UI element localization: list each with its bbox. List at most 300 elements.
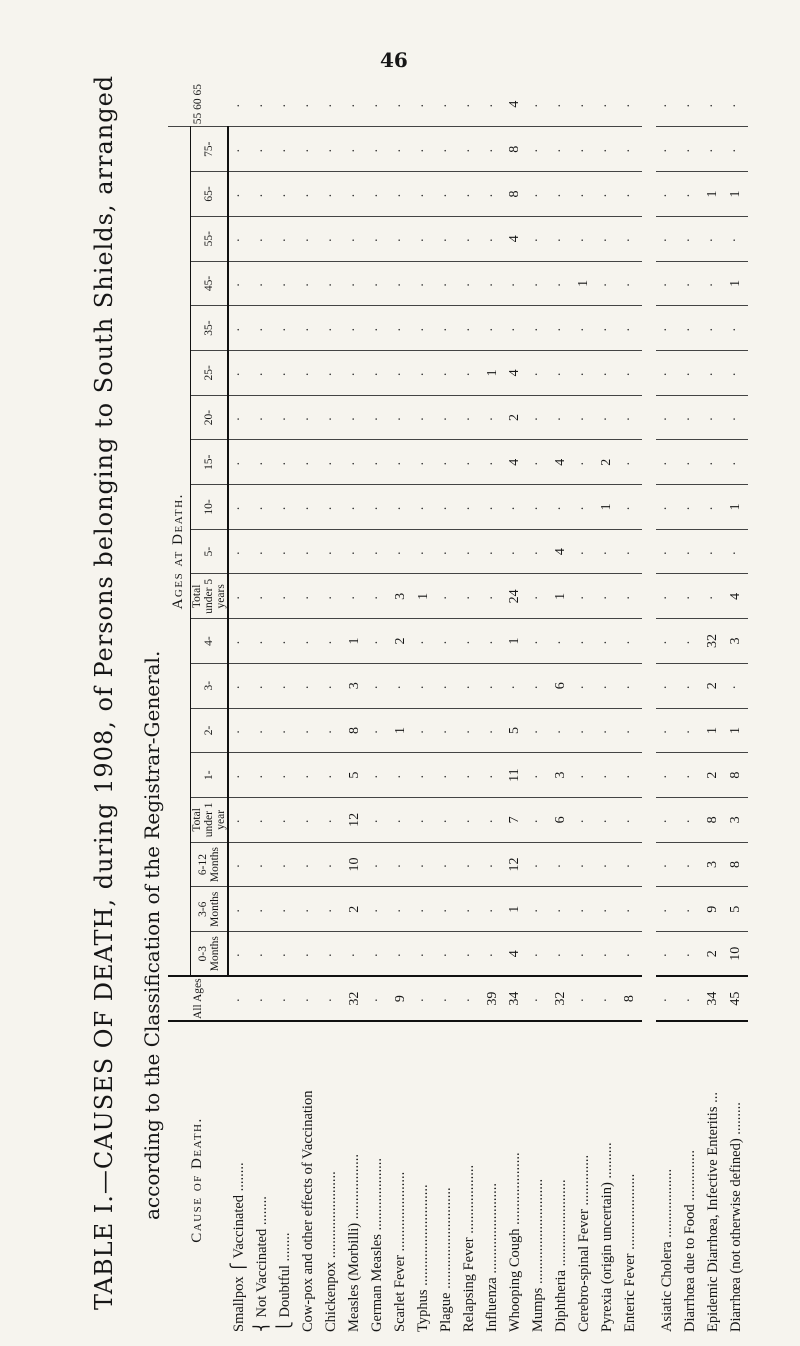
value-cell: · — [435, 529, 458, 574]
value-cell: · — [389, 216, 412, 261]
value-cell: 3 — [702, 842, 725, 887]
value-cell: · — [679, 350, 702, 395]
value-cell: · — [527, 485, 550, 530]
value-cell: · — [679, 127, 702, 172]
value-cell: · — [619, 395, 642, 440]
value-cell: · — [228, 261, 251, 306]
value-cell: · — [458, 619, 481, 664]
value-cell: · — [435, 306, 458, 351]
value-cell: · — [228, 127, 251, 172]
value-cell: 1 — [702, 172, 725, 217]
value-cell: · — [435, 887, 458, 932]
value-cell: · — [251, 574, 274, 619]
value-cell: · — [343, 395, 366, 440]
value-cell: · — [596, 842, 619, 887]
age-column-header: 6-12 Months — [191, 842, 229, 887]
value-cell: · — [619, 708, 642, 753]
value-cell: · — [481, 261, 504, 306]
value-cell: · — [679, 216, 702, 261]
value-cell: 8 — [504, 172, 527, 217]
value-cell: 12 — [343, 797, 366, 842]
value-cell: · — [619, 574, 642, 619]
value-cell: · — [274, 82, 297, 127]
value-cell: · — [573, 708, 596, 753]
value-cell: · — [320, 887, 343, 932]
value-cell: · — [435, 440, 458, 485]
value-cell: · — [679, 753, 702, 798]
value-cell: 1 — [389, 708, 412, 753]
value-cell: · — [596, 663, 619, 708]
cause-cell: ⎩ Doubtful ........ — [274, 1021, 297, 1338]
value-cell: · — [481, 127, 504, 172]
value-cell: · — [228, 216, 251, 261]
age-column-header: 3-6 Months — [191, 887, 229, 932]
value-cell: · — [251, 529, 274, 574]
value-cell: · — [596, 932, 619, 977]
value-cell: 1 — [725, 485, 748, 530]
value-cell: · — [481, 395, 504, 440]
value-cell: · — [550, 216, 573, 261]
value-cell: · — [320, 350, 343, 395]
value-cell: · — [550, 485, 573, 530]
value-cell: · — [435, 216, 458, 261]
value-cell: · — [596, 529, 619, 574]
value-cell: · — [320, 216, 343, 261]
all-ages-cell: · — [573, 976, 596, 1021]
value-cell: · — [366, 82, 389, 127]
value-cell: · — [596, 619, 619, 664]
value-cell: · — [702, 306, 725, 351]
value-cell: · — [550, 395, 573, 440]
value-cell: · — [656, 485, 679, 530]
value-cell: · — [527, 708, 550, 753]
value-cell: · — [435, 350, 458, 395]
value-cell: · — [251, 216, 274, 261]
value-cell: · — [274, 350, 297, 395]
value-cell: · — [297, 127, 320, 172]
all-ages-cell: 45 — [725, 976, 748, 1021]
table-row — [596, 82, 619, 1338]
value-cell: · — [389, 485, 412, 530]
value-cell: · — [320, 708, 343, 753]
value-cell: · — [679, 485, 702, 530]
value-cell: · — [725, 216, 748, 261]
value-cell: · — [656, 663, 679, 708]
value-cell: 1 — [725, 708, 748, 753]
value-cell: · — [251, 708, 274, 753]
value-cell: · — [504, 306, 527, 351]
table-row — [228, 82, 251, 1338]
value-cell: · — [228, 172, 251, 217]
value-cell: · — [412, 306, 435, 351]
value-cell: · — [527, 753, 550, 798]
value-cell: · — [274, 574, 297, 619]
cause-cell: Typhus ............................ — [412, 1021, 435, 1338]
value-cell: · — [389, 440, 412, 485]
value-cell: · — [343, 127, 366, 172]
value-cell: · — [527, 842, 550, 887]
value-cell: · — [527, 797, 550, 842]
value-cell: · — [573, 619, 596, 664]
value-cell: · — [619, 172, 642, 217]
value-cell: 2 — [343, 887, 366, 932]
value-cell: · — [702, 216, 725, 261]
value-cell: · — [435, 708, 458, 753]
value-cell: 3 — [343, 663, 366, 708]
value-cell: · — [458, 529, 481, 574]
cause-cell: Diarrhœa (not otherwise defined) ......... — [725, 1021, 748, 1338]
value-cell: · — [274, 261, 297, 306]
value-cell: · — [274, 842, 297, 887]
value-cell: · — [619, 753, 642, 798]
value-cell: · — [619, 440, 642, 485]
value-cell: · — [228, 753, 251, 798]
value-cell: · — [389, 753, 412, 798]
value-cell: · — [274, 529, 297, 574]
value-cell: · — [297, 440, 320, 485]
table-row — [251, 82, 274, 1338]
cause-cell: Pyrexia (origin uncertain) .......... — [596, 1021, 619, 1338]
value-cell: · — [458, 261, 481, 306]
value-cell: · — [573, 753, 596, 798]
value-cell: · — [228, 306, 251, 351]
table-subtitle: according to the Classification of the Registrar-General. — [140, 650, 164, 1220]
value-cell: · — [573, 485, 596, 530]
age-column-header: 5- — [191, 529, 229, 574]
value-cell: · — [596, 574, 619, 619]
cause-cell: Mumps ............................. — [527, 1021, 550, 1338]
value-cell: 1 — [550, 574, 573, 619]
value-cell: · — [412, 663, 435, 708]
value-cell: · — [274, 797, 297, 842]
value-cell: · — [297, 574, 320, 619]
value-cell: · — [228, 82, 251, 127]
value-cell: · — [320, 663, 343, 708]
cause-cell: Diarrhœa due to Food .............. — [679, 1021, 702, 1338]
value-cell: · — [527, 172, 550, 217]
value-cell: · — [458, 485, 481, 530]
value-cell: · — [274, 395, 297, 440]
value-cell: · — [679, 663, 702, 708]
value-cell: · — [389, 932, 412, 977]
value-cell: 4 — [504, 350, 527, 395]
value-cell: · — [274, 440, 297, 485]
value-cell: · — [596, 306, 619, 351]
table-row — [679, 82, 702, 1338]
value-cell: 11 — [504, 753, 527, 798]
value-cell: · — [343, 350, 366, 395]
age-column-header: 1- — [191, 753, 229, 798]
value-cell: · — [573, 172, 596, 217]
cause-cell: Asiatic Cholera ................... — [656, 1021, 679, 1338]
value-cell: · — [573, 842, 596, 887]
value-cell: · — [481, 82, 504, 127]
value-cell: · — [320, 574, 343, 619]
value-cell: · — [702, 395, 725, 440]
title-area — [0, 0, 164, 1346]
value-cell: · — [725, 127, 748, 172]
value-cell: · — [656, 619, 679, 664]
value-cell: · — [320, 261, 343, 306]
value-cell: · — [297, 708, 320, 753]
value-cell: · — [679, 306, 702, 351]
value-cell: · — [527, 440, 550, 485]
value-cell: · — [656, 395, 679, 440]
table-title: TABLE I.—CAUSES OF DEATH, during 1908, of Persons belonging to South Shields, arranged — [90, 74, 118, 1310]
value-cell: 24 — [504, 574, 527, 619]
value-cell: · — [320, 440, 343, 485]
value-cell: 8 — [725, 753, 748, 798]
value-cell: · — [228, 797, 251, 842]
value-cell: 5 — [725, 887, 748, 932]
value-cell: · — [228, 395, 251, 440]
value-cell: · — [596, 172, 619, 217]
value-cell: · — [596, 82, 619, 127]
value-cell: · — [435, 127, 458, 172]
value-cell: 1 — [481, 350, 504, 395]
value-cell: · — [458, 887, 481, 932]
value-cell: · — [656, 440, 679, 485]
value-cell: · — [679, 619, 702, 664]
value-cell: · — [297, 306, 320, 351]
value-cell: 6 — [550, 797, 573, 842]
value-cell: · — [320, 932, 343, 977]
value-cell: · — [343, 172, 366, 217]
table-row — [702, 82, 725, 1338]
value-cell: 1 — [702, 708, 725, 753]
all-ages-cell: 9 — [389, 976, 412, 1021]
all-ages-cell: · — [458, 976, 481, 1021]
value-cell: · — [320, 306, 343, 351]
value-cell: · — [619, 306, 642, 351]
value-cell: · — [619, 350, 642, 395]
value-cell: · — [435, 574, 458, 619]
all-ages-cell: 39 — [481, 976, 504, 1021]
value-cell: · — [435, 485, 458, 530]
value-cell: · — [389, 797, 412, 842]
value-cell: · — [366, 529, 389, 574]
value-cell: · — [228, 842, 251, 887]
value-cell: · — [251, 797, 274, 842]
table-row — [619, 82, 642, 1338]
value-cell: · — [702, 127, 725, 172]
value-cell: · — [297, 842, 320, 887]
value-cell: · — [228, 529, 251, 574]
value-cell: · — [573, 395, 596, 440]
age-column-header: Total under 1 year — [191, 797, 229, 842]
value-cell: · — [343, 574, 366, 619]
value-cell: 2 — [596, 440, 619, 485]
value-cell: · — [573, 529, 596, 574]
value-cell: · — [679, 395, 702, 440]
value-cell: 4 — [504, 440, 527, 485]
value-cell: 1 — [725, 172, 748, 217]
value-cell: · — [504, 663, 527, 708]
value-cell: · — [725, 529, 748, 574]
all-ages-cell: · — [412, 976, 435, 1021]
value-cell: · — [412, 797, 435, 842]
age-column-header: 55- — [191, 216, 229, 261]
value-cell: · — [596, 216, 619, 261]
value-cell: · — [343, 261, 366, 306]
value-cell: · — [251, 842, 274, 887]
ages-group-row — [168, 82, 191, 1338]
value-cell: · — [619, 485, 642, 530]
value-cell: · — [481, 887, 504, 932]
age-column-header: 45- — [191, 261, 229, 306]
value-cell: · — [297, 216, 320, 261]
value-cell: · — [458, 127, 481, 172]
value-cell: · — [274, 306, 297, 351]
value-cell: · — [274, 172, 297, 217]
value-cell: · — [550, 708, 573, 753]
value-cell: 8 — [504, 127, 527, 172]
value-cell: · — [343, 306, 366, 351]
all-ages-cell: · — [251, 976, 274, 1021]
value-cell: · — [702, 261, 725, 306]
value-cell: · — [725, 663, 748, 708]
value-cell: 3 — [550, 753, 573, 798]
value-cell: · — [412, 753, 435, 798]
value-cell: · — [481, 842, 504, 887]
value-cell: · — [481, 216, 504, 261]
all-ages-cell: 34 — [702, 976, 725, 1021]
value-cell: · — [527, 82, 550, 127]
table-row — [274, 82, 297, 1338]
value-cell: · — [251, 82, 274, 127]
value-cell: · — [481, 797, 504, 842]
value-cell: · — [412, 485, 435, 530]
value-cell: · — [596, 127, 619, 172]
value-cell: · — [596, 887, 619, 932]
value-cell: · — [366, 619, 389, 664]
cause-cell: Diphtheria ........................ — [550, 1021, 573, 1338]
value-cell: · — [656, 82, 679, 127]
all-ages-cell: · — [274, 976, 297, 1021]
value-cell: · — [389, 529, 412, 574]
value-cell: · — [251, 485, 274, 530]
value-cell: · — [366, 216, 389, 261]
value-cell: · — [297, 395, 320, 440]
value-cell: · — [343, 82, 366, 127]
value-cell: · — [251, 887, 274, 932]
table-row — [297, 82, 320, 1338]
all-ages-cell: 34 — [504, 976, 527, 1021]
value-cell: · — [228, 485, 251, 530]
value-cell: · — [435, 395, 458, 440]
table-body — [228, 82, 748, 1338]
age-column-header: 75- — [191, 127, 229, 172]
value-cell: · — [550, 887, 573, 932]
table-row — [573, 82, 596, 1338]
value-cell: 2 — [504, 395, 527, 440]
value-cell: · — [389, 350, 412, 395]
value-cell: 1 — [596, 485, 619, 530]
value-cell: · — [389, 663, 412, 708]
value-cell: · — [527, 350, 550, 395]
value-cell: · — [679, 797, 702, 842]
value-cell: · — [412, 216, 435, 261]
value-cell: · — [725, 395, 748, 440]
value-cell: · — [274, 216, 297, 261]
value-cell: · — [725, 306, 748, 351]
value-cell: · — [504, 485, 527, 530]
value-cell: · — [656, 797, 679, 842]
value-cell: · — [251, 753, 274, 798]
cause-cell: ⎨ Not Vaccinated ........ — [251, 1021, 274, 1338]
value-cell: 12 — [504, 842, 527, 887]
value-cell: 4 — [504, 216, 527, 261]
value-cell: · — [679, 574, 702, 619]
all-ages-cell: 8 — [619, 976, 642, 1021]
value-cell: 2 — [702, 753, 725, 798]
value-cell: · — [679, 932, 702, 977]
cause-cell: Enteric Fever ..................... — [619, 1021, 642, 1338]
value-cell: 8 — [343, 708, 366, 753]
cause-cell: Influenza ......................... — [481, 1021, 504, 1338]
value-cell: · — [366, 753, 389, 798]
value-cell: 6 — [550, 663, 573, 708]
cause-cell: Cow-pox and other effects of Vaccination — [297, 1021, 320, 1338]
value-cell: · — [412, 127, 435, 172]
value-cell: · — [527, 663, 550, 708]
page-number: 46 — [380, 48, 408, 72]
table-row — [550, 82, 573, 1338]
value-cell: · — [366, 350, 389, 395]
value-cell: · — [573, 932, 596, 977]
value-cell: · — [435, 261, 458, 306]
value-cell: · — [274, 887, 297, 932]
age-column-header: Total under 5 years — [191, 574, 229, 619]
value-cell: · — [228, 440, 251, 485]
table-row — [725, 82, 748, 1338]
ages-at-death-header: Ages at Death. — [168, 127, 191, 977]
value-cell: · — [619, 619, 642, 664]
value-cell: 4 — [550, 440, 573, 485]
value-cell: · — [550, 350, 573, 395]
value-cell: · — [297, 932, 320, 977]
extra-header: 55 60 65 — [168, 82, 228, 127]
value-cell: · — [435, 932, 458, 977]
age-column-header: 0-3 Months — [191, 932, 229, 977]
value-cell: · — [412, 932, 435, 977]
value-cell: 3 — [725, 619, 748, 664]
all-ages-cell: · — [297, 976, 320, 1021]
value-cell: · — [320, 753, 343, 798]
value-cell: · — [656, 216, 679, 261]
value-cell: · — [702, 440, 725, 485]
value-cell: · — [366, 797, 389, 842]
value-cell: · — [550, 932, 573, 977]
cause-cell: Smallpox ⎧ Vaccinated ........ — [228, 1021, 251, 1338]
value-cell: · — [702, 82, 725, 127]
value-cell: · — [619, 127, 642, 172]
value-cell: · — [527, 932, 550, 977]
age-column-header: 4- — [191, 619, 229, 664]
causes-table-rotated — [168, 82, 748, 1338]
value-cell: · — [366, 127, 389, 172]
cause-cell: Whooping Cough .................... — [504, 1021, 527, 1338]
value-cell: · — [251, 440, 274, 485]
value-cell: · — [481, 663, 504, 708]
value-cell: · — [504, 261, 527, 306]
value-cell: · — [619, 663, 642, 708]
value-cell: · — [656, 842, 679, 887]
all-ages-cell: · — [435, 976, 458, 1021]
value-cell: · — [366, 663, 389, 708]
value-cell: · — [228, 350, 251, 395]
value-cell: · — [573, 797, 596, 842]
